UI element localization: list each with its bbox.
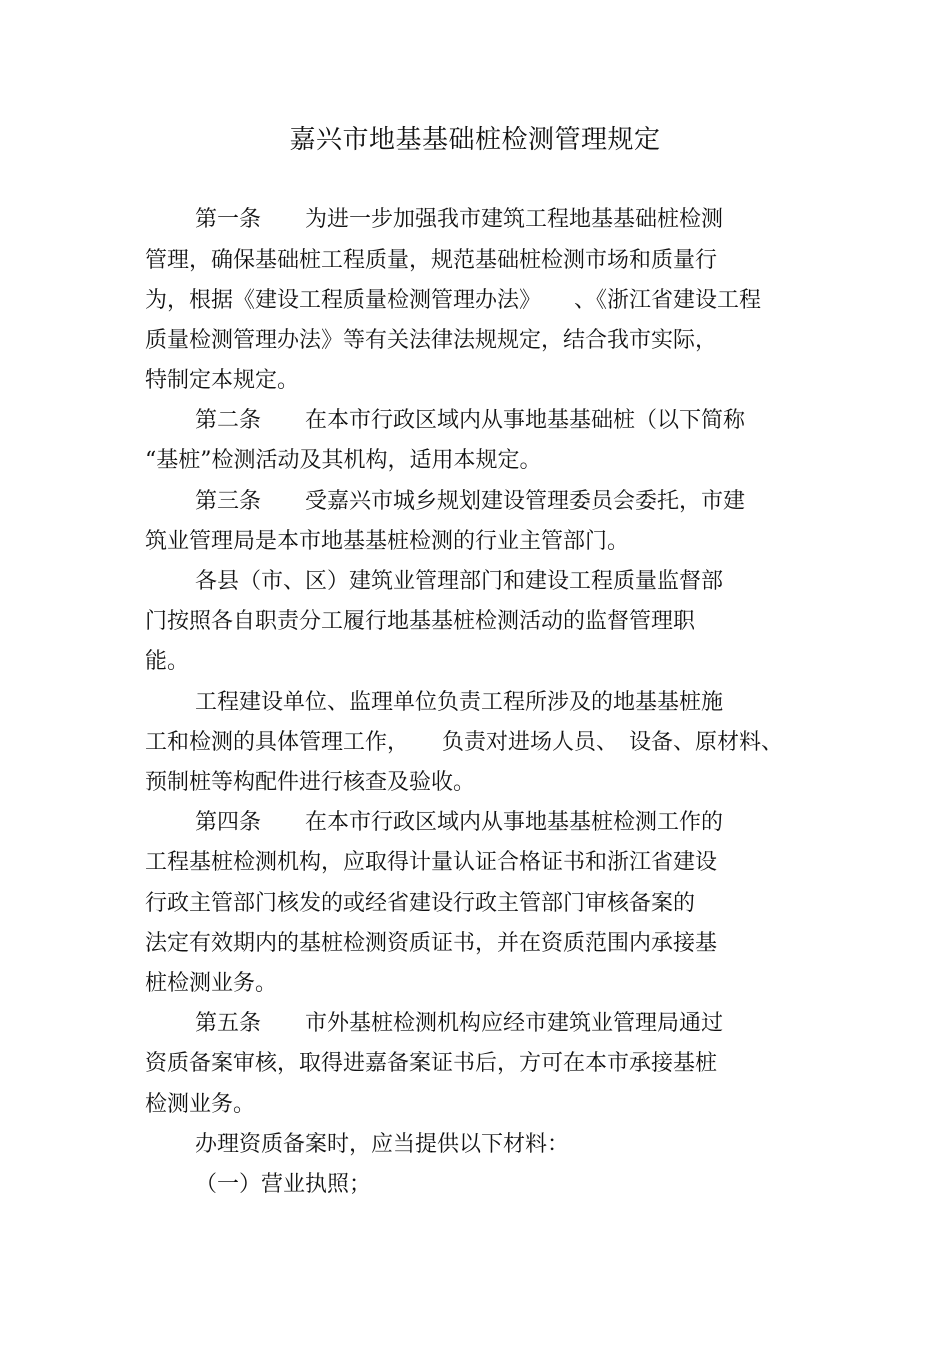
text-line: 能。	[145, 649, 190, 674]
text-line-article-5: 第五条 市外基桩检测机构应经市建筑业管理局通过	[195, 1011, 724, 1036]
text-line: 质量检测管理办法》等有关法律法规规定，结合我市实际，	[145, 328, 718, 353]
text-line: 特制定本规定。	[145, 368, 300, 393]
text-line: 法定有效期内的基桩检测资质证书，并在资质范围内承接基	[145, 931, 718, 956]
text-line: 桩检测业务。	[145, 971, 278, 996]
text-line-list-item: （一）营业执照；	[195, 1172, 372, 1197]
text-line: 为，根据《建设工程质量检测管理办法》 、《浙江省建设工程	[145, 288, 762, 313]
text-line-paragraph: 办理资质备案时，应当提供以下材料：	[195, 1132, 570, 1157]
text-line-paragraph: 各县（市、区）建筑业管理部门和建设工程质量监督部	[195, 569, 724, 594]
text-line-paragraph: 工程建设单位、监理单位负责工程所涉及的地基基桩施	[195, 690, 724, 715]
text-line: 门按照各自职责分工履行地基基桩检测活动的监督管理职	[145, 609, 696, 634]
text-line-article-1: 第一条 为进一步加强我市建筑工程地基基础桩检测	[195, 207, 724, 232]
text-line-article-4: 第四条 在本市行政区域内从事地基基桩检测工作的	[195, 810, 724, 835]
text-line: 工程基桩检测机构，应取得计量认证合格证书和浙江省建设	[145, 850, 718, 875]
text-line: 筑业管理局是本市地基基桩检测的行业主管部门。	[145, 529, 630, 554]
text-line: 资质备案审核，取得进嘉备案证书后，方可在本市承接基桩	[145, 1051, 718, 1076]
text-line: “基桩”检测活动及其机构，适用本规定。	[145, 448, 542, 473]
text-line-article-2: 第二条 在本市行政区域内从事地基基础桩（以下简称	[195, 408, 746, 433]
text-line: 工和检测的具体管理工作， 负责对进场人员、 设备、原材料、	[145, 730, 784, 755]
text-line: 行政主管部门核发的或经省建设行政主管部门审核备案的	[145, 891, 696, 916]
text-line-article-3: 第三条 受嘉兴市城乡规划建设管理委员会委托，市建	[195, 489, 746, 514]
text-line: 预制桩等构配件进行核查及验收。	[145, 770, 476, 795]
text-line: 管理，确保基础桩工程质量，规范基础桩检测市场和质量行	[145, 248, 718, 273]
text-line: 检测业务。	[145, 1092, 256, 1117]
document-title: 嘉兴市地基基础桩检测管理规定	[289, 125, 661, 155]
